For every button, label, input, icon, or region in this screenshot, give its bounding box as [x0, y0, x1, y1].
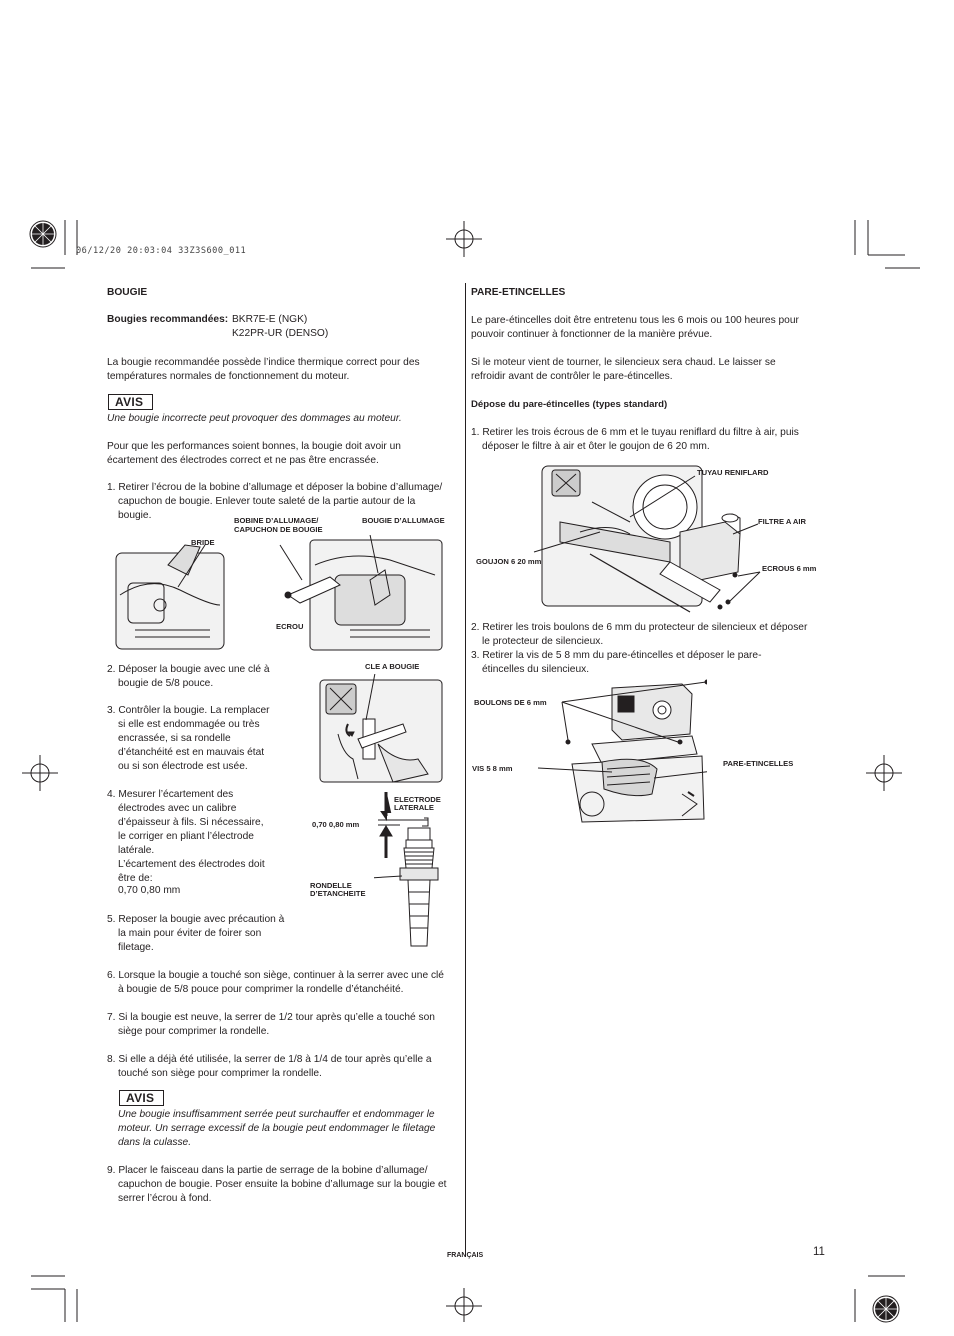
right-step3-line-1: 3. Retirer la vis de 5 8 mm du pare-étincelles et déposer le pare- [471, 650, 762, 661]
perf-line-2: écartement des électrodes correct et ne pas être encrassée. [107, 455, 379, 466]
label-vis: VIS 5 8 mm [472, 764, 513, 773]
label-electrode-1: ELECTRODE [394, 795, 441, 804]
label-bride: BRIDE [191, 538, 215, 547]
section-title-pare-etincelles: PARE-ETINCELLES [471, 287, 566, 298]
label-bobine-1: BOBINE D’ALLUMAGE/ [234, 516, 319, 525]
right-p2-line-2: refroidir avant de contrôler le pare-étincelles. [471, 371, 673, 382]
right-p2-line-1: Si le moteur vient de tourner, le silencieux sera chaud. Le laisser se [471, 357, 776, 368]
avis2-line-2: moteur. Un serrage excessif de la bougie peut endommager le filetage [118, 1123, 436, 1134]
step3-line-4: d’étanchéité est en mauvais état [118, 747, 265, 758]
label-rondelle-1: RONDELLE [310, 881, 352, 890]
label-ecrous: ECROUS 6 mm [762, 564, 817, 573]
step8-line-2: touché son siège pour comprimer la rondelle. [118, 1068, 322, 1079]
step4-line-4: le corriger en pliant l’électrode [118, 831, 254, 842]
step4-line-6: L’écartement des électrodes doit [118, 859, 265, 870]
footer-language: FRANÇAIS [447, 1252, 484, 1259]
intro-line-2: températures normales de fonctionnement du moteur. [107, 371, 350, 382]
label-gap: 0,70 0,80 mm [312, 820, 360, 829]
ignition-coil-illustration [110, 535, 450, 655]
step5-line-1: 5. Reposer la bougie avec précaution à [107, 914, 285, 925]
intro-line-1: La bougie recommandée possède l’indice thermique correct pour des [107, 357, 420, 368]
step1-line-2: capuchon de bougie. Enlever toute saleté de la partie autour de la [118, 496, 416, 507]
step4-line-3: d’épaisseur à fils. Si nécessaire, [118, 817, 264, 828]
label-goujon: GOUJON 6 20 mm [476, 557, 542, 566]
right-step3-line-2: étincelles du silencieux. [482, 664, 590, 675]
right-step2-line-1: 2. Retirer les trois boulons de 6 mm du protecteur de silencieux et déposer [471, 622, 808, 633]
step9-line-3: serrer l’écrou à fond. [118, 1193, 212, 1204]
step4-line-8: 0,70 0,80 mm [118, 885, 181, 896]
avis2-line-1: Une bougie insuffisamment serrée peut surchauffer et endommager le [118, 1109, 435, 1120]
spark-plug-wrench-illustration [318, 674, 444, 786]
step5-line-3: filetage. [118, 942, 154, 953]
label-filtre-air: FILTRE A AIR [758, 517, 806, 526]
right-step1-line-1: 1. Retirer les trois écrous de 6 mm et le tuyau reniflard du filtre à air, puis [471, 427, 799, 438]
print-stamp: 06/12/20 20:03:04 33Z3S600_011 [76, 246, 247, 256]
right-step1-line-2: déposer le filtre à air et ôter le goujon de 6 20 mm. [482, 441, 710, 452]
section-title-bougie: BOUGIE [107, 287, 148, 298]
spark-plug-gap-illustration [374, 788, 444, 953]
recommended-plug-1: BKR7E-E (NGK) [232, 314, 308, 325]
step3-line-3: encrassée, si sa rondelle [118, 733, 231, 744]
label-electrode-2: LATERALE [394, 803, 434, 812]
step6-line-1: 6. Lorsque la bougie a touché son siège, continuer à la serrer avec une clé [107, 970, 444, 981]
avis-text-1: Une bougie incorrecte peut provoquer des dommages au moteur. [107, 413, 402, 424]
step4-line-5: latérale. [118, 845, 155, 856]
step4-line-1: 4. Mesurer l’écartement des [107, 789, 234, 800]
step1-line-1: 1. Retirer l’écrou de la bobine d’allumage et déposer la bobine d’allumage/ [107, 482, 443, 493]
column-divider [465, 283, 466, 1257]
step3-line-5: ou si son électrode est usée. [118, 761, 248, 772]
label-boulons: BOULONS DE 6 mm [474, 698, 547, 707]
label-ecrou: ECROU [276, 622, 304, 631]
label-bobine-2: CAPUCHON DE BOUGIE [234, 525, 323, 534]
step5-line-2: la main pour éviter de foirer son [118, 928, 262, 939]
step3-line-2: si elle est endommagée ou très [118, 719, 260, 730]
step3-line-1: 3. Contrôler la bougie. La remplacer [107, 705, 270, 716]
step2-line-1: 2. Déposer la bougie avec une clé à [107, 664, 270, 675]
step8-line-1: 8. Si elle a déjà été utilisée, la serrer de 1/8 à 1/4 de tour après qu’elle a [107, 1054, 432, 1065]
spark-arrester-illustration [532, 674, 707, 824]
right-p1-line-1: Le pare-étincelles doit être entretenu tous les 6 mois ou 100 heures pour [471, 315, 799, 326]
step4-line-7: être de: [118, 873, 153, 884]
label-pare-etincelles: PARE-ETINCELLES [723, 759, 794, 768]
label-cle-bougie: CLE A BOUGIE [365, 662, 420, 671]
step9-line-2: capuchon de bougie. Poser ensuite la bobine d’allumage sur la bougie et [118, 1179, 447, 1190]
step2-line-2: bougie de 5/8 pouce. [118, 678, 214, 689]
air-filter-removal-illustration [520, 462, 820, 617]
step7-line-1: 7. Si la bougie est neuve, la serrer de 1/2 tour après qu’elle a touché son [107, 1012, 435, 1023]
avis2-line-3: dans la culasse. [118, 1137, 192, 1148]
step4-line-2: électrodes avec un calibre [118, 803, 237, 814]
recommended-plug-2: K22PR-UR (DENSO) [232, 328, 329, 339]
avis-badge-1: AVIS [108, 394, 153, 410]
step7-line-2: siège pour comprimer la rondelle. [118, 1026, 270, 1037]
right-step2-line-2: le protecteur de silencieux. [482, 636, 604, 647]
recommended-label: Bougies recommandées: [107, 314, 229, 325]
step9-line-1: 9. Placer le faisceau dans la partie de serrage de la bobine d’allumage/ [107, 1165, 428, 1176]
right-p1-line-2: pouvoir continuer à fonctionner de la manière prévue. [471, 329, 713, 340]
page-number: 11 [813, 1246, 825, 1258]
perf-line-1: Pour que les performances soient bonnes, la bougie doit avoir un [107, 441, 401, 452]
label-rondelle-2: D’ETANCHEITE [310, 889, 366, 898]
step1-line-3: bougie. [118, 510, 152, 521]
right-subtitle: Dépose du pare-étincelles (types standard) [471, 399, 668, 410]
avis-badge-2: AVIS [119, 1090, 164, 1106]
label-bougie-allumage: BOUGIE D’ALLUMAGE [362, 516, 445, 525]
step6-line-2: à bougie de 5/8 pouce pour comprimer la rondelle d’étanchéité. [118, 984, 404, 995]
label-tuyau-reniflard: TUYAU RENIFLARD [697, 468, 769, 477]
